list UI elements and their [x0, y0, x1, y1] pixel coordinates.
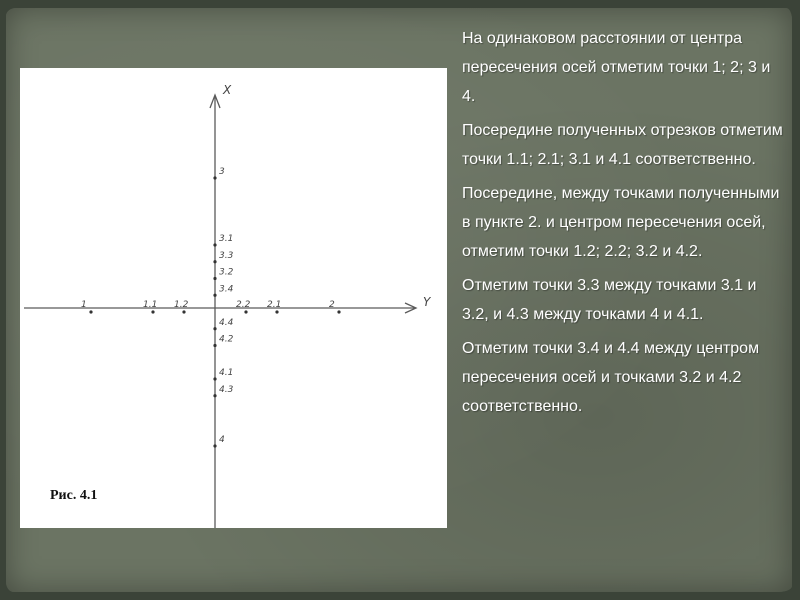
figure-panel	[20, 68, 447, 528]
vertical-point-label: 4.1	[219, 368, 234, 378]
horizontal-point-mark	[89, 310, 92, 313]
horizontal-point-mark	[151, 310, 154, 313]
paragraph-1: На одинаковом расстоянии от центра пересечения осей отметим точки 1; 2; 3 и 4.	[462, 30, 771, 105]
horizontal-point-label: 1.2	[174, 300, 189, 310]
vertical-point-mark	[213, 294, 216, 297]
vertical-point-mark	[213, 327, 216, 330]
vertical-axis-label: X	[223, 83, 232, 97]
horizontal-point-mark	[244, 310, 247, 313]
horizontal-point-mark	[182, 310, 185, 313]
figure-caption: Рис. 4.1	[50, 488, 98, 503]
instructions-text	[462, 24, 787, 426]
vertical-point-label: 4.2	[219, 334, 234, 345]
vertical-point-label: 3	[219, 167, 225, 177]
horizontal-point-label: 1.1	[143, 300, 158, 310]
vertical-point-mark	[213, 344, 216, 347]
vertical-point-mark	[213, 394, 216, 397]
vertical-point-label: 4.4	[219, 317, 234, 328]
horizontal-point-mark	[337, 310, 340, 313]
vertical-point-mark	[213, 176, 216, 179]
vertical-point-label: 3.3	[219, 250, 234, 261]
horizontal-axis-label: Y	[423, 295, 431, 309]
axes-diagram	[20, 68, 447, 528]
horizontal-point-label: 1	[81, 300, 87, 310]
paragraph-4: Отметим точки 3.3 между точками 3.1 и 3.2, и 4.3 между точками 4 и 4.1.	[462, 277, 757, 323]
horizontal-point-mark	[275, 310, 278, 313]
paragraph-5: Отметим точки 3.4 и 4.4 между центром пересечения осей и точками 3.2 и 4.2 соответственно.	[462, 340, 760, 415]
vertical-point-mark	[213, 243, 216, 246]
vertical-point-mark	[213, 277, 216, 280]
paragraph-3: Посередине, между точками полученными в пункте 2. и центром пересечения осей, отметим точки 1.2; 2.2; 3.2 и 4.2.	[462, 185, 780, 260]
vertical-point-mark	[213, 260, 216, 263]
horizontal-point-label: 2	[329, 300, 335, 310]
horizontal-point-label: 2.1	[267, 300, 282, 310]
vertical-point-label: 4.3	[219, 384, 234, 395]
vertical-point-label: 3.1	[219, 234, 234, 244]
vertical-point-label: 4	[219, 435, 225, 445]
paragraph-2: Посередине полученных отрезков отметим точки 1.1; 2.1; 3.1 и 4.1 соответственно.	[462, 122, 783, 168]
vertical-point-mark	[213, 377, 216, 380]
vertical-point-mark	[213, 444, 216, 447]
horizontal-point-label: 2.2	[236, 300, 251, 310]
vertical-point-label: 3.4	[219, 284, 234, 295]
vertical-point-label: 3.2	[219, 267, 234, 278]
